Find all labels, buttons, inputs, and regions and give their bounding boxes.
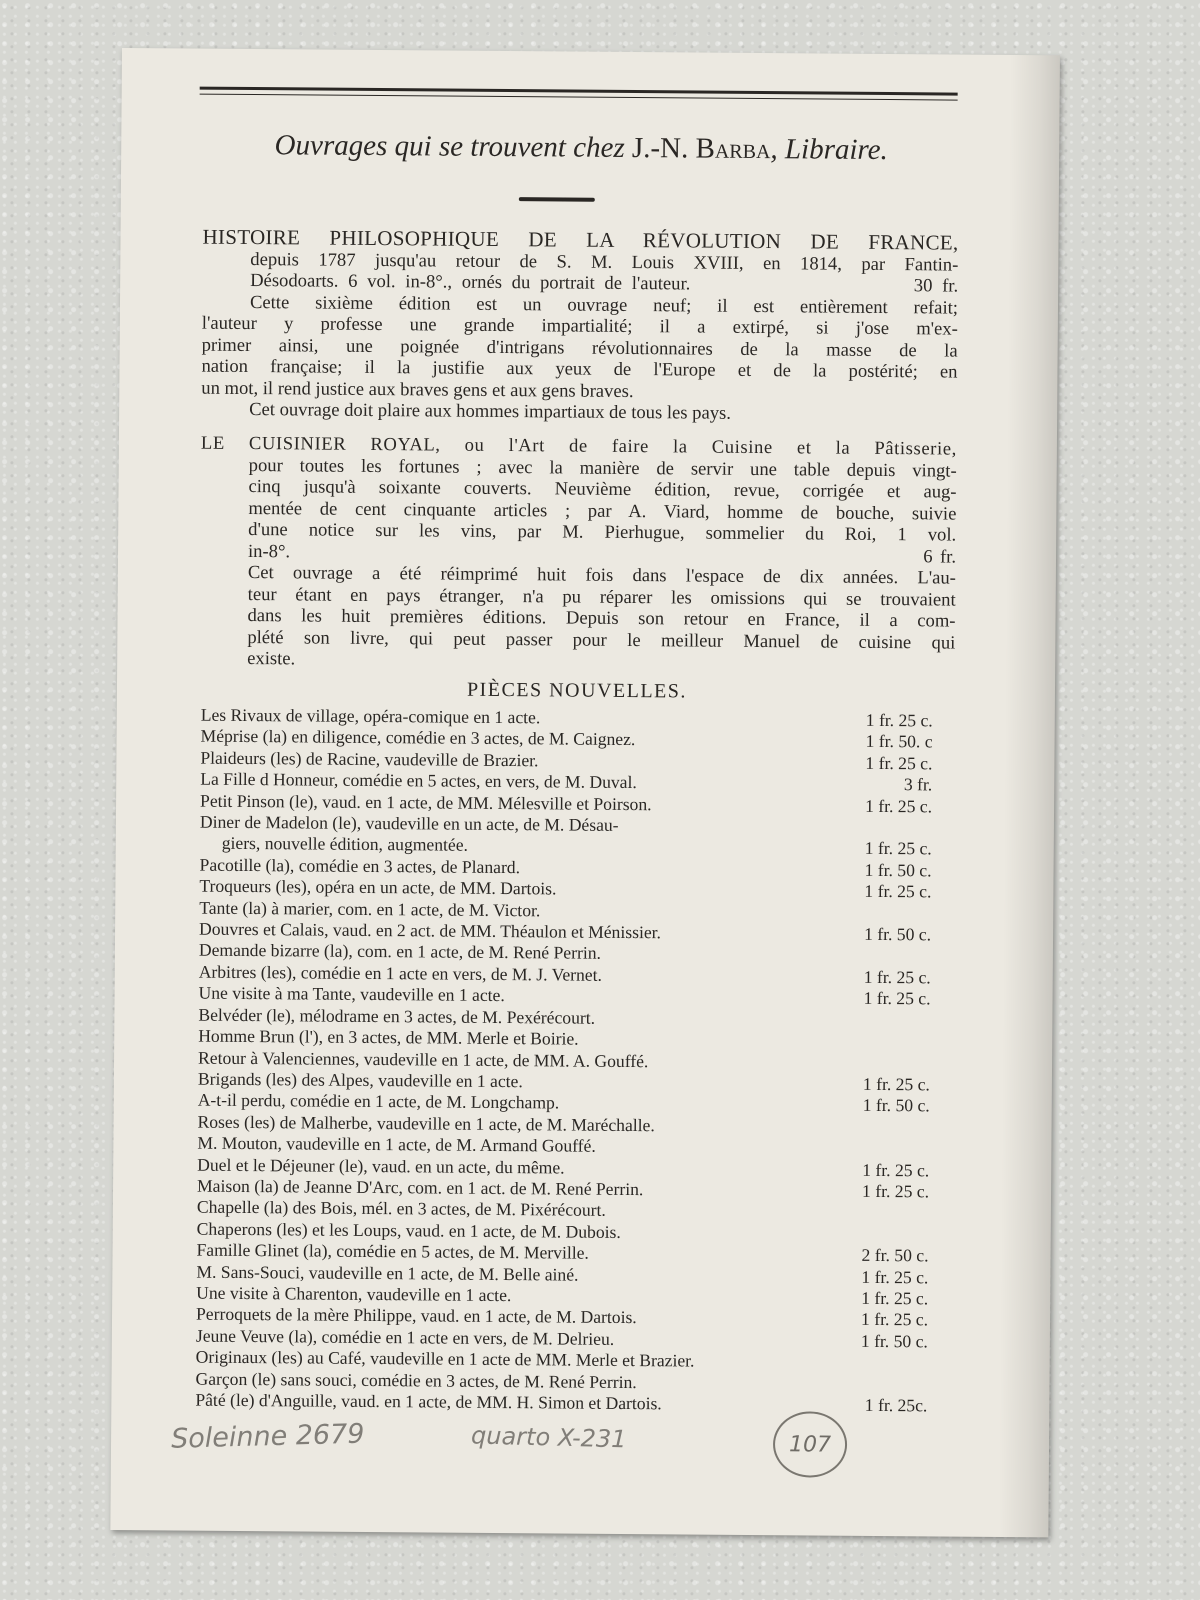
play-price [921, 903, 931, 924]
book-line: mentée de cent cinquante articles ; par A. Viard, homme de bouche, suivie [248, 497, 957, 525]
play-title: Originaux (les) au Café, vaudeville en 1 acte de MM. Merle et Brazier. [195, 1346, 695, 1371]
play-title: Homme Brun (l'), en 3 actes, de MM. Merle et Boirie. [198, 1025, 579, 1049]
section-heading: PIÈCES NOUVELLES. [466, 678, 688, 703]
play-price: 1 fr. 25 c. [863, 966, 931, 988]
play-price: 1 fr. 25 c. [865, 752, 933, 774]
book-entry-histoire [201, 224, 959, 426]
play-title: Chaperons (les) et les Loups, vaud. en 1 acte, de M. Dubois. [196, 1218, 621, 1242]
play-title: Retour à Valenciennes, vaudeville en 1 acte, de MM. A. Gouffé. [197, 1047, 649, 1071]
page-header [181, 128, 981, 167]
publisher-name: J.-N. Barba [631, 132, 771, 166]
play-title: giers, nouvelle édition, augmentée. [199, 833, 469, 856]
play-title: Une visite à Charenton, vaudeville en 1 acte. [196, 1282, 512, 1306]
play-price [918, 1352, 928, 1373]
book-line: un mot, il rend justice aux braves gens et aux gens braves. [201, 377, 634, 402]
play-price: 1 fr. 25c. [864, 1394, 928, 1416]
play-title: Garçon (le) sans souci, comédie en 3 actes, de M. René Perrin. [195, 1368, 637, 1392]
play-price: 1 fr. 25 c. [862, 1073, 930, 1095]
book-line: in-8°. 6 fr. [247, 540, 957, 568]
play-price [919, 1117, 929, 1138]
book-line: cinq jusqu'à soixante couverts. Neuvième édition, revue, corrigée et aug- [248, 476, 957, 503]
play-price [917, 1374, 927, 1395]
handwritten-circled-number: 107 [773, 1411, 848, 1478]
book-line: Désodoarts. 6 vol. in-8°., ornés du portrait de l'auteur. 30 fr. [250, 270, 959, 297]
play-title: Tante (la) à marier, com. en 1 acte, de M. Victor. [199, 897, 541, 920]
book-line: dans les huit premières éditions. Depuis son retour en France, il a com- [247, 605, 956, 632]
play-title: Jeune Veuve (la), comédie en 1 acte en vers, de M. Delrieu. [195, 1325, 615, 1349]
play-title: Duel et le Déjeuner (le), vaud. en un acte, du même. [197, 1154, 565, 1178]
play-price [920, 1010, 930, 1031]
play-title: M. Sans-Souci, vaudeville en 1 acte, de M. Belle ainé. [196, 1261, 579, 1285]
play-title: Douvres et Calais, vaud. en 2 act. de MM. Théaulon et Ménissier. [199, 918, 662, 943]
play-price: 1 fr. 50 c. [864, 859, 932, 881]
book-line: nation française; il la justifie aux yeux de l'Europe et de la postérité; en [201, 355, 958, 383]
book-entry-cuisinier [199, 433, 957, 675]
book-line: Cette sixième édition est un ouvrage neuf; il est entièrement refait; [249, 291, 959, 319]
play-price: 1 fr. 50 c. [862, 1095, 930, 1116]
play-price: 1 fr. 25 c. [861, 1309, 929, 1330]
book-line: primer ainsi, une poignée d'intrigans révolutionnaires de la masse de la [201, 334, 958, 362]
book-line: Cet ouvrage doit plaire aux hommes impartiaux de tous les pays. [249, 399, 732, 424]
play-title: Perroquets de la mère Philippe, vaud. en 1 acte, de M. Dartois. [195, 1303, 637, 1328]
book-line: Cet ouvrage a été réimprimé huit fois dans l'espace de dix années. L'au- [247, 562, 956, 589]
play-price: 1 fr. 25 c. [861, 1287, 929, 1309]
play-price [922, 817, 932, 838]
play-title: Une visite à ma Tante, vaudeville en 1 acte. [198, 982, 505, 1006]
play-price: 2 fr. 50 c. [861, 1245, 929, 1266]
book-line: teur étant en pays étranger, n'a pu réparer les omissions qui se trouvaient [247, 583, 956, 611]
play-title: Petit Pinson (le), vaud. en 1 acte, de MM. Mélesville et Poirson. [200, 790, 652, 814]
book-line: depuis 1787 jusqu'au retour de S. M. Louis XVIII, en 1814, par Fantin- [250, 248, 959, 276]
play-price [920, 1053, 930, 1074]
play-title: Famille Glinet (la), comédie en 5 actes, de M. Merville. [196, 1239, 589, 1263]
book-line: pour toutes les fortunes ; avec la manière de servir une table depuis vingt- [248, 454, 957, 482]
play-title: Brigands (les) des Alpes, vaudeville en 1 acte. [197, 1068, 523, 1092]
play-title: Troqueurs (les), opéra en un acte, de MM. Dartois. [199, 875, 557, 899]
play-title: La Fille d Honneur, comédie en 5 actes, en vers, de M. Duval. [200, 768, 637, 793]
handwritten-note-middle: quarto X-231 [470, 1421, 627, 1454]
play-title: Maison (la) de Jeanne D'Arc, com. en 1 act. de M. René Perrin. [196, 1175, 644, 1200]
play-price: 1 fr. 25 c. [862, 1159, 930, 1180]
play-title: Arbitres (les), comédie en 1 acte en vers, de M. J. Vernet. [198, 961, 603, 985]
book-title: HISTOIRE PHILOSOPHIQUE DE LA RÉVOLUTION DE FRANCE, [202, 224, 959, 255]
play-price: 3 fr. [903, 774, 933, 795]
play-title: Chapelle (la) des Bois, mél. en 3 actes, de M. Pixérécourt. [196, 1196, 606, 1221]
play-price: 1 fr. 50. c [865, 731, 933, 752]
play-price [919, 1138, 929, 1159]
play-price [919, 1203, 929, 1224]
play-price: 1 fr. 25 c. [865, 795, 933, 817]
header-prefix: Ouvrages qui se trouvent chez [274, 129, 633, 165]
play-title: Les Rivaux de village, opéra-comique en 1 acte. [200, 704, 541, 728]
play-title: Plaideurs (les) de Racine, vaudeville de Brazier. [200, 747, 539, 771]
play-price: 1 fr. 25 c. [865, 709, 933, 731]
play-title: A-t-il perdu, comédie en 1 acte, de M. Longchamp. [197, 1089, 560, 1113]
play-price: 1 fr. 25 c. [863, 988, 931, 1009]
play-title: Pacotille (la), comédie en 3 actes, de Planard. [199, 854, 521, 877]
header-separator [519, 197, 595, 202]
play-price: 1 fr. 25 c. [864, 881, 932, 902]
play-price: 1 fr. 25 c. [862, 1180, 930, 1202]
play-price: 1 fr. 25 c. [861, 1266, 929, 1287]
play-price: 1 fr. 25 c. [864, 838, 932, 859]
handwritten-note-left: Soleinne 2679 [170, 1418, 365, 1455]
plays-list [195, 705, 933, 1417]
play-price: 1 fr. 50 c. [864, 923, 932, 945]
book-line: d'une notice sur les vins, par M. Pierhugue, sommelier du Roi, 1 vol. [248, 519, 957, 546]
play-title: Demande bizarre (la), com. en 1 acte, de M. René Perrin. [198, 940, 602, 964]
play-title: Méprise (la) en diligence, comédie en 3 actes, de M. Caignez. [200, 726, 636, 750]
play-title: Belvéder (le), mélodrame en 3 actes, de M. Pexérécourt. [198, 1004, 596, 1028]
book-line: existe. [247, 648, 296, 670]
book-line: plété son livre, qui peut passer pour le meilleur Manuel de cuisine qui [247, 626, 956, 654]
play-price [921, 946, 931, 967]
play-title: Diner de Madelon (le), vaudeville en un acte, de M. Désau- [199, 811, 619, 835]
play-price [920, 1031, 930, 1052]
play-title: Roses (les) de Malherbe, vaudeville en 1 acte, de M. Maréchalle. [197, 1111, 655, 1135]
play-price: 1 fr. 50 c. [860, 1330, 928, 1352]
book-line: l'auteur y professe une grande impartialité; il a extirpé, si j'ose m'ex- [201, 312, 958, 340]
catalogue-page [110, 48, 1060, 1537]
play-price [919, 1224, 929, 1245]
play-title: M. Mouton, vaudeville en 1 acte, de M. Armand Gouffé. [197, 1132, 596, 1156]
book-title: LE CUISINIER ROYAL, ou l'Art de faire la Cuisine et la Pâtisserie, [200, 432, 957, 460]
page-edge-shadow [998, 55, 1060, 1537]
header-suffix: , Libraire. [770, 133, 888, 167]
play-title: Pâté (le) d'Anguille, vaud. en 1 acte, de MM. H. Simon et Dartois. [195, 1389, 662, 1414]
